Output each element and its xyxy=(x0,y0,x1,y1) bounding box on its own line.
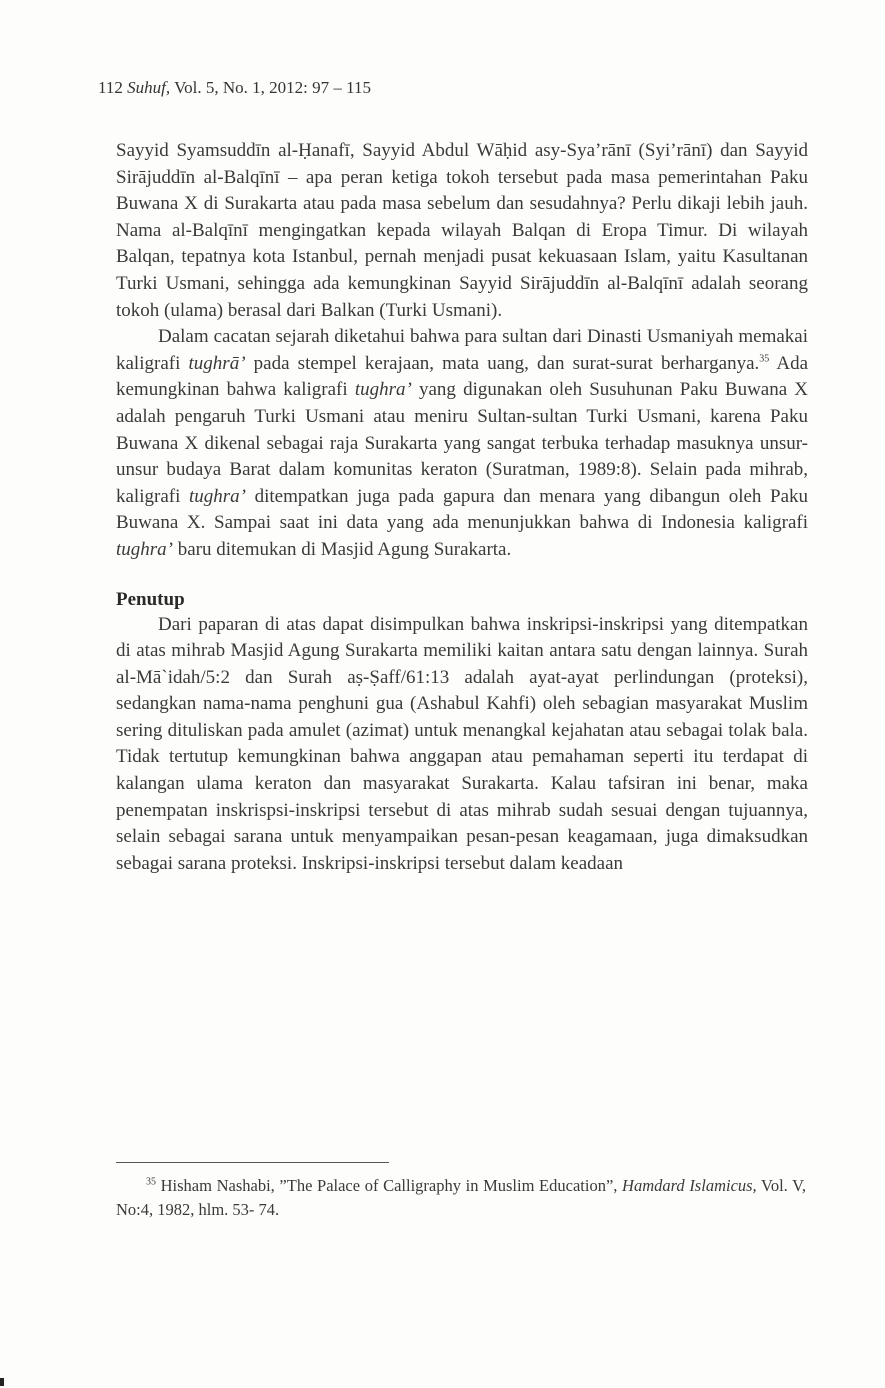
term-tughra-1: tughrā’ xyxy=(188,352,246,374)
body-text xyxy=(116,138,808,877)
section-heading: Penutup xyxy=(116,588,185,610)
paragraph-2-text-d: yang digunakan oleh Susuhunan Paku Buwana X adalah pengaruh Turki Usmani atau meniru Sultan-sultan Turki Usmani, karena Paku Buwana X dikenal sebagai raja Surakarta yang sangat terbuka terhadap masuknya unsur-unsur budaya Barat dalam komunitas keraton (Suratman, 1989:8). Selain pada mihrab, kaligrafi xyxy=(116,379,809,507)
footnote-text-a: Hisham Nashabi, ”The Palace of Calligraphy in Muslim Education”, xyxy=(160,1176,618,1195)
footnote-marker[interactable]: 35 xyxy=(759,353,770,365)
paragraph-2-text-a: Dalam cacatan sejarah diketahui bahwa para sultan dari Dinasti Usmaniyah memakai kaligrafi xyxy=(116,326,808,374)
footnote-divider xyxy=(116,1162,389,1163)
footnote-journal: Hamdard Islamicus, xyxy=(622,1176,757,1195)
paragraph-2 xyxy=(116,324,808,563)
paragraph-1: Sayyid Syamsuddīn al-Ḥanafī, Sayyid Abdul Wāḥid asy-Sya’rānī (Syi’rānī) dan Sayyid Sirājuddīn al-Balqīnī – apa peran ketiga tokoh tersebut pada masa pemerintahan Paku Buwana X di Surakarta atau pada masa sebelum dan sesudahnya? Perlu dikaji lebih jauh. Nama al-Balqīnī mengingatkan kepada wilayah Balqan di Eropa Timur. Di wilayah Balqan, tepatnya kota Istanbul, pernah menjadi pusat kekuasaan Islam, yaitu Kasultanan Turki Usmani, sehingga ada kemungkinan Sayyid Sirājuddīn al-Balqīnī adalah seorang tokoh (ulama) berasal dari Balkan (Turki Usmani). xyxy=(116,140,808,321)
running-header xyxy=(98,78,371,98)
journal-citation: Vol. 5, No. 1, 2012: 97 – 115 xyxy=(174,78,371,97)
paragraph-3: Dari paparan di atas dapat disimpulkan bahwa inskripsi-inskripsi yang ditempatkan di atas mihrab Masjid Agung Surakarta memiliki kaitan antara satu dengan lainnya. Surah al-Mā`idah/5:2 dan Surah aṣ-Ṣaff/61:13 adalah ayat-ayat perlindungan (proteksi), sedangkan nama-nama penghuni gua (Ashabul Kahfi) oleh sebagian masyarakat Muslim sering dituliskan pada amulet (azimat) untuk menangkal kejahatan atau sebagai tolak bala. Tidak tertutup kemungkinan bahwa anggapan atau pemahaman seperti itu terdapat di kalangan ulama keraton dan masyarakat Surakarta. Kalau tafsiran ini benar, maka penempatan inskrispsi-inskripsi tersebut di atas mihrab sudah sesuai dengan tujuannya, selain sebagai sarana untuk menyampaikan pesan-pesan keagamaan, juga dimaksudkan sebagai sarana proteksi. Inskripsi-inskripsi tersebut dalam keadaan xyxy=(116,613,808,874)
term-tughra-3: tughra’ xyxy=(188,485,246,507)
paragraph-2-text-e: ditempatkan juga pada gapura dan menara yang dibangun oleh Paku Buwana X. Sampai saat ini data yang ada menunjukkan bahwa di Indonesia kaligrafi xyxy=(116,485,809,534)
footnote-35 xyxy=(116,1174,806,1222)
footnote-number: 35 xyxy=(146,1176,156,1188)
scan-edge-mark xyxy=(0,1378,4,1386)
paragraph-2-text-f: baru ditemukan di Masjid Agung Surakarta. xyxy=(177,538,512,560)
term-tughra-4: tughra’ xyxy=(116,538,173,560)
term-tughra-2: tughra’ xyxy=(354,379,412,401)
footnote-text-b: Vol. V, No:4, 1982, hlm. 53- 74. xyxy=(116,1176,807,1219)
paragraph-2-text-c: Ada kemungkinan bahwa kaligrafi xyxy=(116,352,809,401)
journal-name: Suhuf, xyxy=(127,78,171,97)
paragraph-2-text-b: pada stempel kerajaan, mata uang, dan surat-surat berharganya. xyxy=(253,352,760,374)
page-number: 112 xyxy=(98,78,123,97)
